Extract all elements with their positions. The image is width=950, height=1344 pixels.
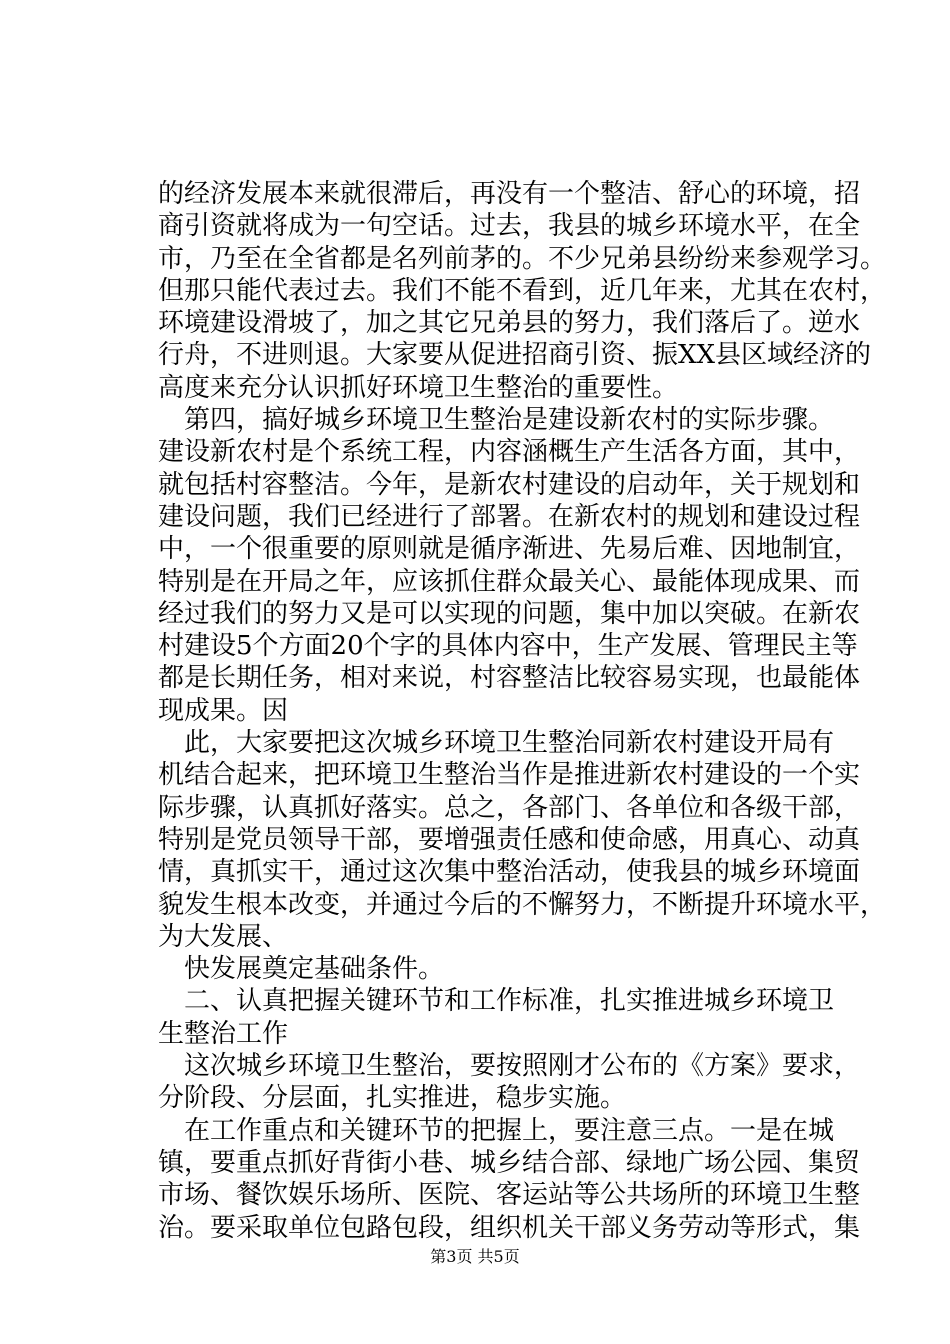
text-line: 际步骤，认真抓好落实。总之，各部门、各单位和各级干部， <box>158 792 861 823</box>
text-line: 高度来充分认识抓好环境卫生整治的重要性。 <box>158 372 679 403</box>
text-line: 特别是在开局之年，应该抓住群众最关心、最能体现成果、而 <box>158 566 861 597</box>
text-line: 中，一个很重要的原则就是循序渐进、先易后难、因地制宜， <box>158 534 861 565</box>
text-line: 建设新农村是个系统工程，内容涵概生产生活各方面，其中， <box>158 437 861 468</box>
page-footer: 第3页 共5页 <box>430 1247 520 1266</box>
text-line: 现成果。因 <box>158 695 289 726</box>
text-line: 治。要采取单位包路包段，组织机关干部义务劳动等形式，集 <box>158 1212 861 1243</box>
body-text <box>158 178 887 1244</box>
text-line: 环境建设滑坡了，加之其它兄弟县的努力，我们落后了。逆水 <box>158 308 861 339</box>
text-line: 快发展奠定基础条件。 <box>184 954 445 985</box>
text-line: 分阶段、分层面，扎实推进，稳步实施。 <box>158 1083 627 1114</box>
text-line: 建设问题，我们已经进行了部署。在新农村的规划和建设过程 <box>158 501 861 532</box>
text-line: 就包括村容整洁。今年，是新农村建设的启动年，关于规划和 <box>158 469 861 500</box>
text-line: 第四，搞好城乡环境卫生整治是建设新农村的实际步骤。 <box>184 405 835 436</box>
text-line: 经过我们的努力又是可以实现的问题，集中加以突破。在新农 <box>158 598 861 629</box>
text-line: 市场、餐饮娱乐场所、医院、客运站等公共场所的环境卫生整 <box>158 1180 861 1211</box>
text-line: 这次城乡环境卫生整治，要按照刚才公布的《方案》要求， <box>184 1051 861 1082</box>
text-line: 市，乃至在全省都是名列前茅的。不少兄弟县纷纷来参观学习。 <box>158 243 887 274</box>
text-line: 此，大家要把这次城乡环境卫生整治同新农村建设开局有 <box>184 728 835 759</box>
text-line: 生整治工作 <box>158 1018 289 1049</box>
text-line: 为大发展、 <box>158 921 289 952</box>
text-line: 行舟，不进则退。大家要从促进招商引资、振XX县区域经济的 <box>158 340 872 371</box>
text-line: 二、认真把握关键环节和工作标准，扎实推进城乡环境卫 <box>184 986 835 1017</box>
text-line: 情，真抓实干，通过这次集中整治活动，使我县的城乡环境面 <box>158 857 861 888</box>
text-line: 镇，要重点抓好背街小巷、城乡结合部、绿地广场公园、集贸 <box>158 1147 861 1178</box>
text-line: 村建设5个方面20个字的具体内容中，生产发展、管理民主等 <box>158 631 858 662</box>
text-line: 但那只能代表过去。我们不能不看到，近几年来，尤其在农村， <box>158 275 887 306</box>
text-line: 机结合起来，把环境卫生整治当作是推进新农村建设的一个实 <box>158 760 861 791</box>
text-line: 的经济发展本来就很滞后，再没有一个整洁、舒心的环境，招 <box>158 179 861 209</box>
text-line: 貌发生根本改变，并通过今后的不懈努力，不断提升环境水平， <box>158 889 887 920</box>
text-line: 特别是党员领导干部，要增强责任感和使命感，用真心、动真 <box>158 824 861 855</box>
text-line: 商引资就将成为一句空话。过去，我县的城乡环境水平，在全 <box>158 211 861 242</box>
text-line: 在工作重点和关键环节的把握上，要注意三点。一是在城 <box>184 1115 835 1146</box>
text-line: 都是长期任务，相对来说，村容整洁比较容易实现，也最能体 <box>158 663 861 694</box>
